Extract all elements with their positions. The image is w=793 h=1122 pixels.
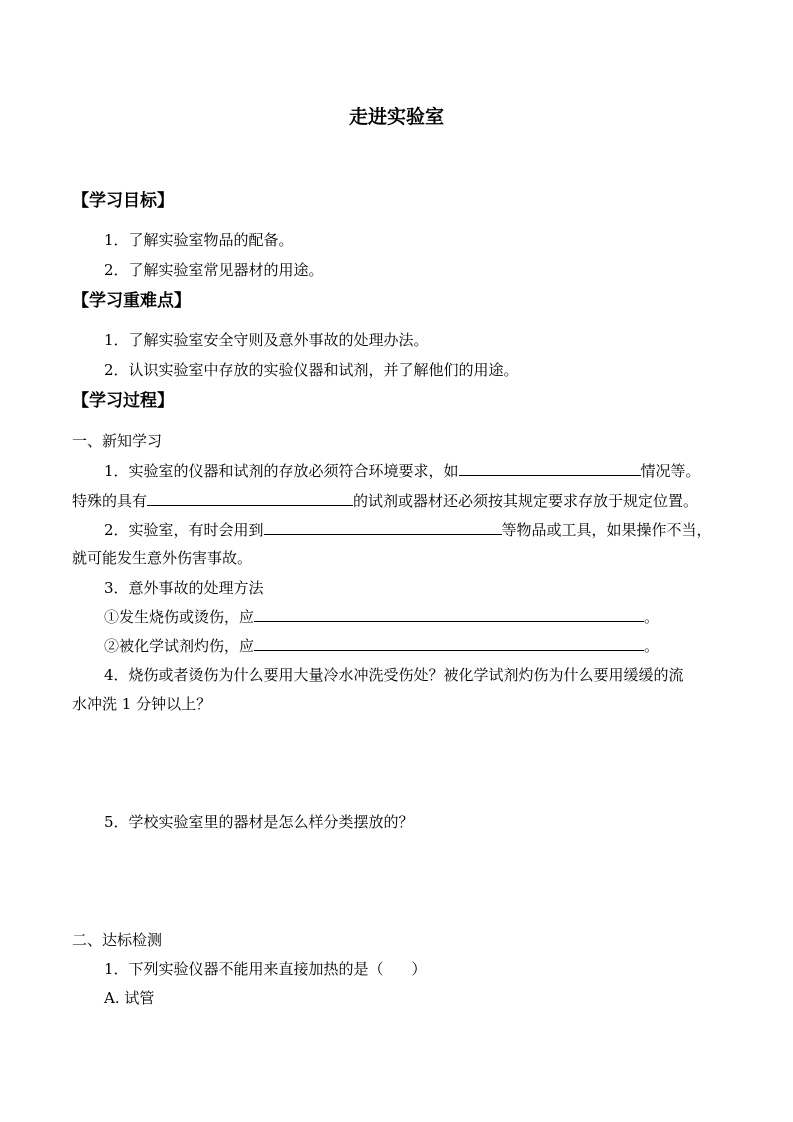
question-3-item-1-period: 。	[644, 608, 660, 626]
question-2-line-1	[104, 520, 712, 540]
question-2-line-2: 就可能发生意外伤害事故。	[72, 549, 253, 567]
test-question-1-option-a: A. 试管	[104, 989, 155, 1007]
section-heading-key-points: 【学习重难点】	[72, 291, 191, 311]
question-1-line-2	[72, 491, 698, 511]
test-question-1-text: 1．下列实验仪器不能用来直接加热的是（	[104, 960, 384, 978]
goal-item-2: 2．了解实验室常见器材的用途。	[104, 261, 324, 279]
question-4-line-2: 水冲洗 1 分钟以上？	[72, 695, 212, 713]
question-2-text-a: 2．实验室，有时会用到	[104, 521, 264, 539]
test-question-1-close: ）	[411, 960, 427, 978]
question-1-text-a: 1．实验室的仪器和试剂的存放必须符合环境要求，如	[104, 462, 459, 480]
part2-heading: 二、达标检测	[72, 931, 163, 949]
question-1-text-c: 特殊的具有	[72, 492, 148, 510]
section-heading-process: 【学习过程】	[72, 391, 174, 411]
question-1-text-b: 情况等。	[640, 462, 701, 480]
goal-item-1: 1．了解实验室物品的配备。	[104, 231, 294, 249]
section-heading-goals: 【学习目标】	[72, 191, 174, 211]
question-3-item-1-text: ①发生烧伤或烫伤，应	[104, 608, 255, 626]
answer-blank-q1-a[interactable]	[459, 461, 641, 476]
test-question-1	[104, 959, 427, 979]
answer-blank-q3-2[interactable]	[254, 636, 644, 651]
question-3-item-1	[104, 607, 659, 627]
question-1-line-1	[104, 461, 701, 481]
key-point-item-1: 1．了解实验室安全守则及意外事故的处理办法。	[104, 331, 429, 349]
question-3-item-2-text: ②被化学试剂灼伤，应	[104, 637, 255, 655]
question-1-text-d: 的试剂或器材还必须按其规定要求存放于规定位置。	[353, 492, 699, 510]
question-2-text-b: 等物品或工具，如果操作不当，	[501, 521, 712, 539]
key-point-item-2: 2．认识实验室中存放的实验仪器和试剂，并了解他们的用途。	[104, 361, 519, 379]
answer-blank-q3-1[interactable]	[254, 607, 644, 622]
question-3-heading: 3．意外事故的处理方法	[104, 579, 264, 597]
part1-heading: 一、新知学习	[72, 432, 163, 450]
page-title: 走进实验室	[348, 106, 444, 128]
answer-blank-q1-b[interactable]	[147, 491, 353, 506]
question-4-line-1: 4．烧伤或者烫伤为什么要用大量冷水冲洗受伤处？被化学试剂灼伤为什么要用缓缓的流	[104, 666, 684, 684]
answer-blank-q2[interactable]	[264, 520, 502, 535]
question-3-item-2	[104, 636, 659, 656]
question-5: 5．学校实验室里的器材是怎么样分类摆放的？	[104, 813, 414, 831]
question-3-item-2-period: 。	[644, 637, 660, 655]
